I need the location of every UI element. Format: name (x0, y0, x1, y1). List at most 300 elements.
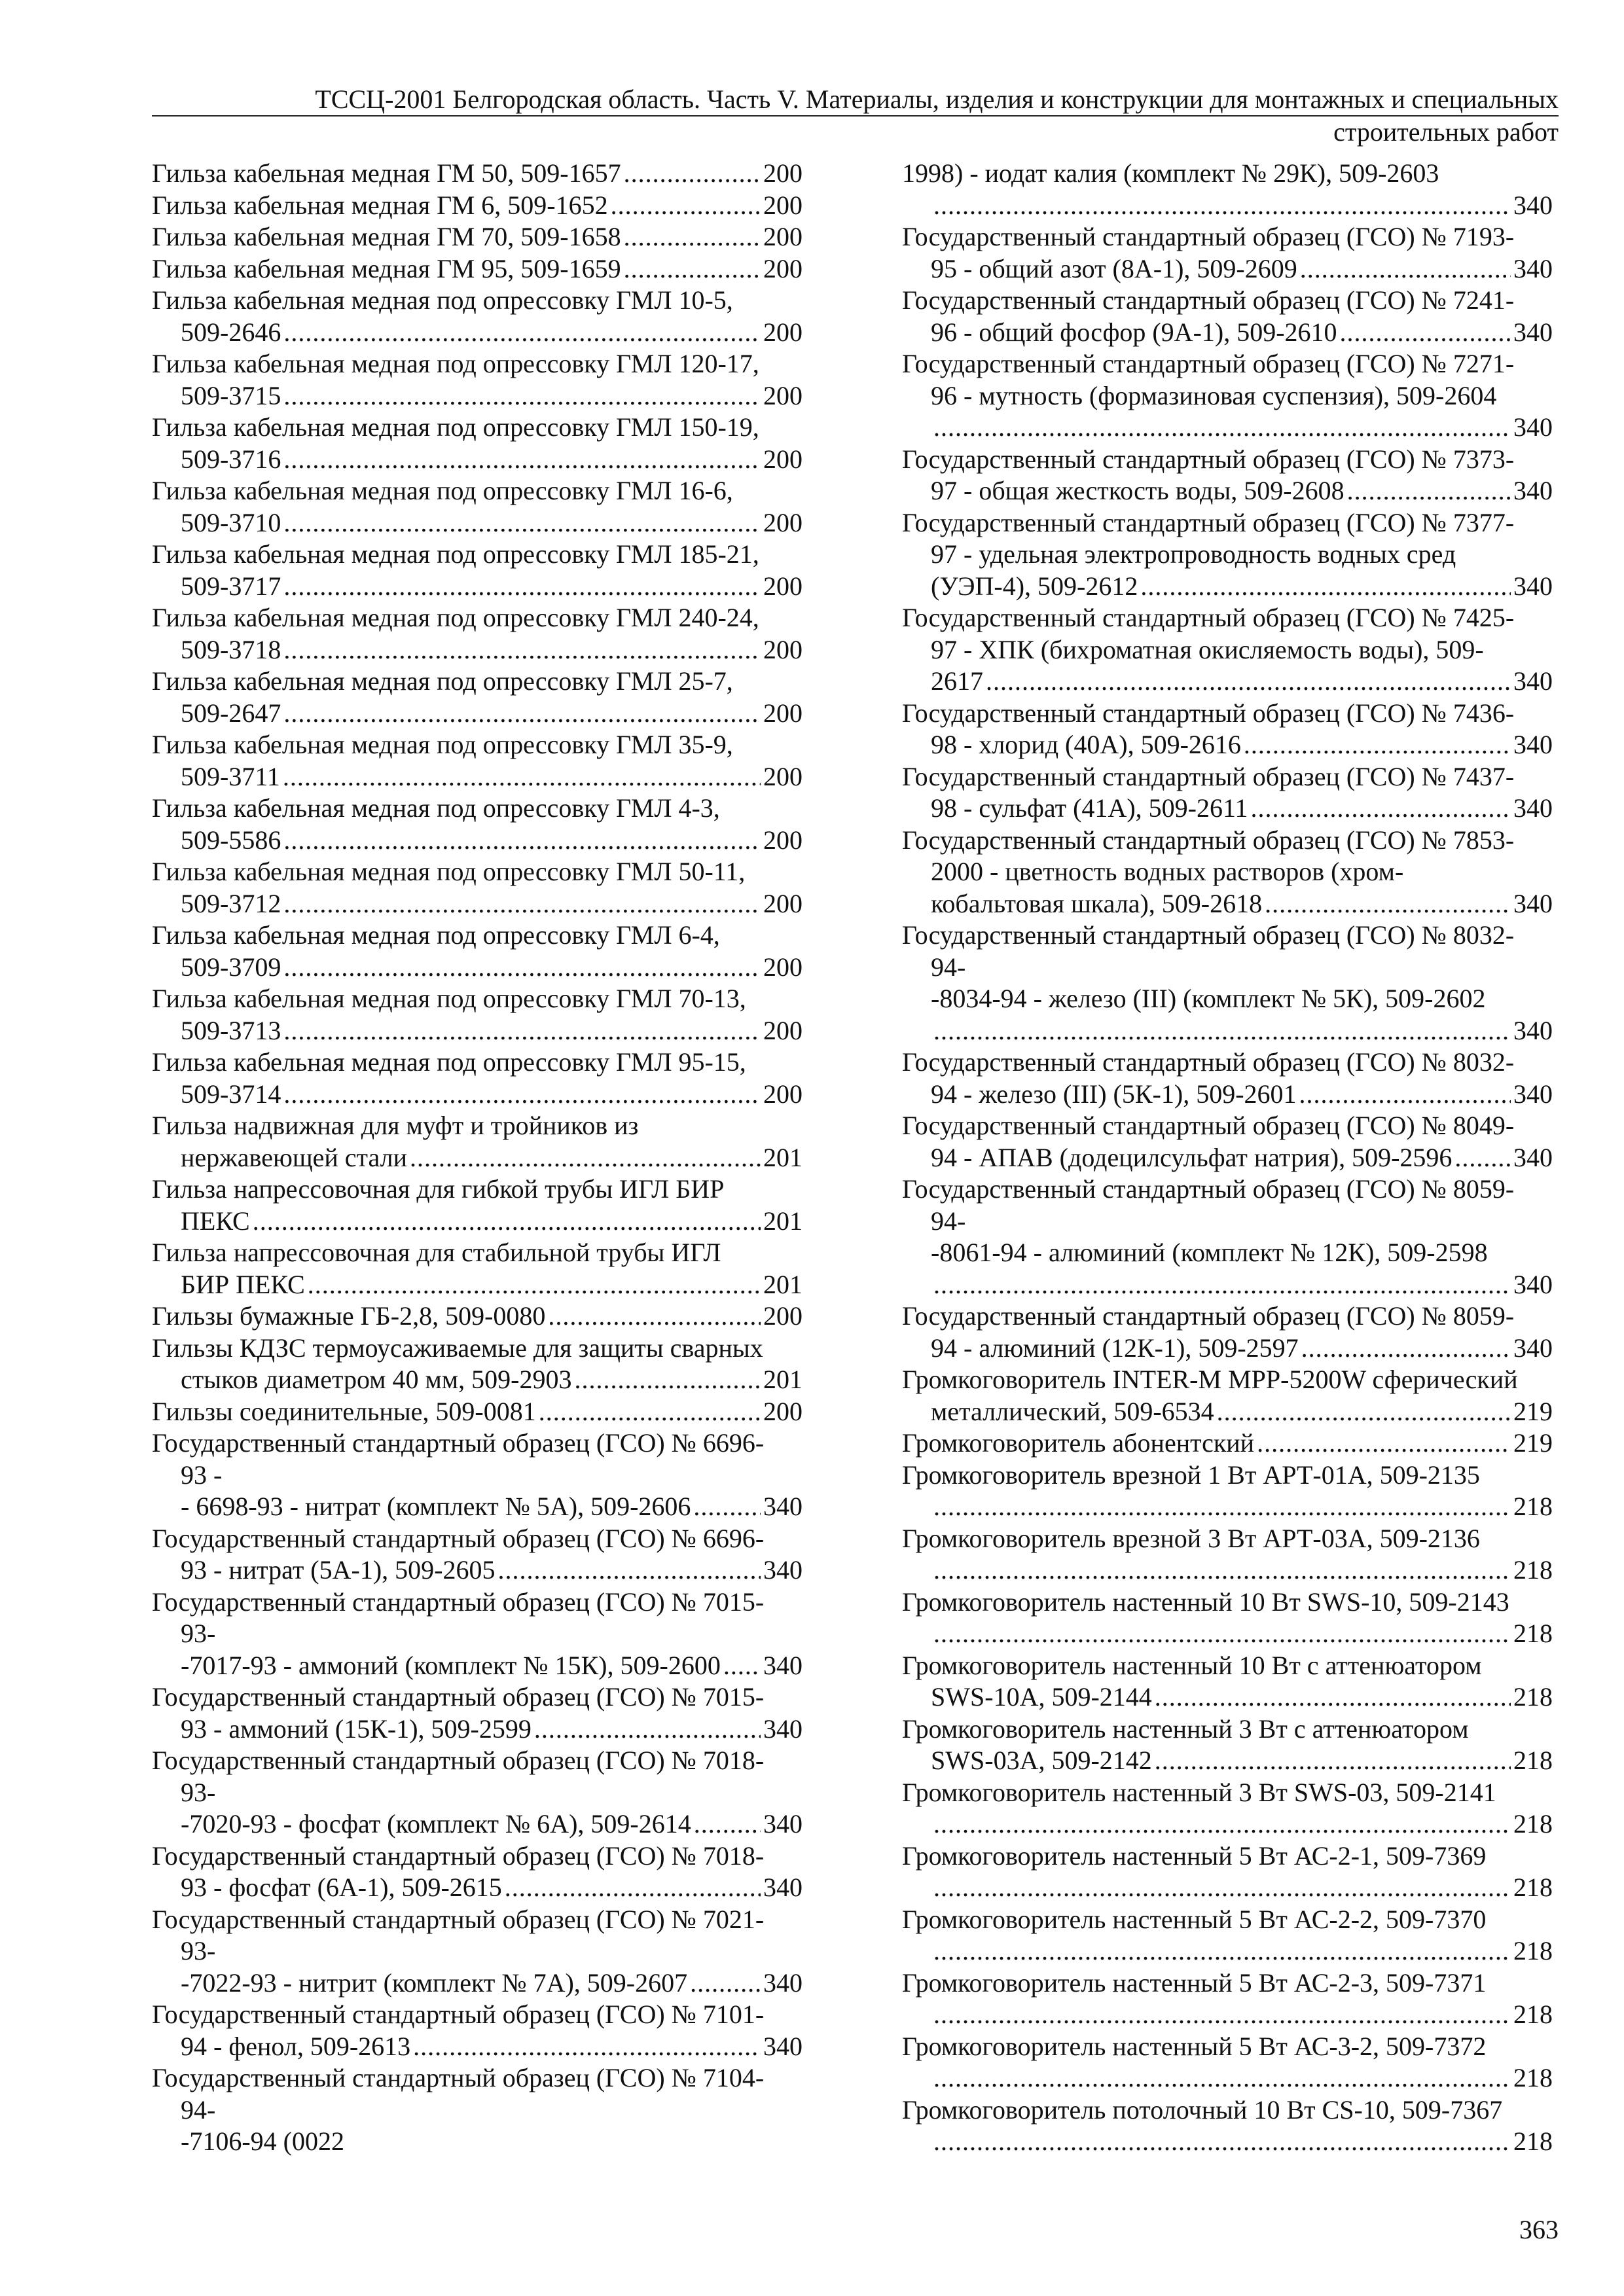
dot-leader (283, 888, 761, 920)
index-entry-page: 340 (1513, 888, 1553, 918)
index-entry-text: Гильза кабельная медная ГМ 70, 509-1658 (152, 222, 621, 251)
index-entry-text: 93 - аммоний (15К-1), 509-2599 (181, 1713, 532, 1744)
index-entry-text: Гильза кабельная медная ГМ 6, 509-1652 (152, 190, 608, 220)
index-entry-page: 218 (1513, 1809, 1553, 1839)
dot-leader (1340, 317, 1511, 349)
index-entry (902, 158, 1553, 221)
index-entry-text: 98 - хлорид (40А), 509-2616 (931, 730, 1241, 759)
dot-leader (413, 2031, 761, 2063)
dot-leader (283, 761, 761, 793)
index-entry-text: Государственный стандартный образец (ГСО) № 7436- (902, 698, 1515, 728)
index-entry-leader-row (902, 1872, 1553, 1904)
index-entry-text: -7020-93 - фосфат (комплект № 6А), 509-2614 (181, 1809, 691, 1839)
index-entry (152, 285, 803, 348)
index-entry-page: 340 (1513, 571, 1553, 601)
index-entry-leader-row (152, 825, 803, 857)
index-entry-page: 340 (1513, 1015, 1553, 1045)
index-entry-text: Государственный стандартный образец (ГСО) № 6696- (152, 1523, 765, 1553)
index-entry-leader-row (902, 253, 1553, 285)
index-entry-page: 340 (1513, 190, 1553, 220)
index-entry-text: Гильза напрессовочная для стабильной трубы ИГЛ (152, 1238, 721, 1267)
index-entry-leader-row (152, 1206, 803, 1238)
dot-leader (1299, 1079, 1511, 1111)
index-entry-text: Государственный стандартный образец (ГСО) № 7437- (902, 761, 1515, 791)
index-entry-leader-row (902, 190, 1553, 222)
index-entry-page: 340 (1513, 1333, 1553, 1363)
index-entry-text: Государственный стандартный образец (ГСО) № 7101- (152, 2000, 765, 2029)
index-entry-text: Гильза кабельная медная под опрессовку ГМЛ 25-7, (152, 666, 733, 696)
index-entry-leader-row (152, 952, 803, 984)
index-entry (152, 1745, 803, 1840)
index-entry-leader-row (902, 888, 1553, 920)
index-entry-text: Громкоговоритель настенный 5 Вт АС-3-2, 509-7372 (902, 2031, 1487, 2061)
index-entry-page: 340 (763, 1873, 803, 1902)
index-entry-text: Громкоговоритель врезной 3 Вт АРТ-03А, 509-2136 (902, 1523, 1480, 1553)
index-entry-text: 509-2646 (181, 317, 281, 347)
index-entry-text: Гильзы соединительные, 509-0081 (152, 1396, 536, 1426)
dot-leader (933, 1015, 1511, 1047)
index-entry-text: Государственный стандартный образец (ГСО) № 7104- (152, 2063, 765, 2092)
index-entry-text: 95 - общий азот (8А-1), 509-2609 (931, 253, 1297, 283)
index-entry-page: 218 (1513, 1936, 1553, 1965)
dot-leader (1347, 475, 1511, 507)
index-entry-text: Громкоговоритель потолочный 10 Вт CS-10, 509-7367 (902, 2094, 1503, 2125)
index-entry-text: Гильзы КДЗС термоусаживаемые для защиты сварных (152, 1333, 763, 1363)
dot-leader (1301, 1333, 1511, 1365)
index-entry-text: 96 - общий фосфор (9А-1), 509-2610 (931, 317, 1337, 347)
index-entry (152, 1427, 803, 1523)
index-entry-page: 340 (1513, 476, 1553, 505)
dot-leader (1257, 1427, 1511, 1460)
index-entry-text: 509-3711 (181, 761, 280, 791)
dot-leader (933, 1872, 1511, 1904)
index-entry-text: Громкоговоритель абонентский (902, 1428, 1255, 1458)
index-entry-leader-row (902, 1554, 1553, 1587)
index-entry-text: 509-3716 (181, 444, 281, 474)
dot-leader (283, 571, 761, 603)
index-entry (152, 602, 803, 666)
index-entry-page: 200 (763, 222, 803, 251)
dot-leader (548, 1300, 761, 1333)
index-entry (152, 1237, 803, 1300)
index-entry-leader-row (902, 1269, 1553, 1301)
index-entry-text: -7022-93 - нитрит (комплект № 7А), 509-2607 (181, 1967, 688, 1998)
index-entry-leader-row (902, 1681, 1553, 1713)
index-entry-text: 97 - удельная электропроводность водных сред (931, 539, 1456, 569)
index-entry-leader-row (152, 1364, 803, 1396)
dot-leader (933, 1554, 1511, 1587)
index-entry (902, 1427, 1553, 1460)
index-entry (152, 1396, 803, 1428)
index-entry-leader-row (902, 1079, 1553, 1111)
index-entry-page: 200 (763, 888, 803, 918)
index-entry-leader-row (152, 761, 803, 793)
index-entry-page: 340 (763, 1492, 803, 1521)
dot-leader (283, 317, 761, 349)
index-entry-text: -7017-93 - аммоний (комплект № 15К), 509-2600 (181, 1650, 721, 1680)
index-entry-leader-row (152, 1872, 803, 1904)
dot-leader (933, 1999, 1511, 2031)
index-entry-leader-row (902, 1142, 1553, 1174)
index-entry (152, 221, 803, 253)
dot-leader (283, 698, 761, 730)
index-entry-text: 509-5586 (181, 825, 281, 855)
index-entry (902, 761, 1553, 825)
dot-leader (1140, 571, 1511, 603)
dot-leader (624, 221, 761, 253)
index-entry-text: -8034-94 - железо (III) (комплект № 5К), 509-2602 (931, 984, 1486, 1013)
index-entry-leader-row (152, 1491, 803, 1523)
index-entry (152, 158, 803, 190)
index-entry (902, 1174, 1553, 1300)
dot-leader (611, 190, 761, 222)
dot-leader (1244, 729, 1511, 761)
index-entry (152, 856, 803, 920)
index-entry-leader-row (902, 1999, 1553, 2031)
dot-leader (1217, 1396, 1511, 1428)
index-entry-text: Громкоговоритель врезной 1 Вт АРТ-01А, 509-2135 (902, 1460, 1480, 1490)
index-entry (902, 1587, 1553, 1650)
index-entry-leader-row (152, 1554, 803, 1587)
dot-leader (283, 952, 761, 984)
index-entry (152, 348, 803, 412)
index-entry-text: 1998) - иодат калия (комплект № 29К), 509-2603 (902, 158, 1439, 188)
index-entry-text: Государственный стандартный образец (ГСО) № 8049- (902, 1111, 1515, 1140)
index-entry-leader-row (902, 2062, 1553, 2094)
index-entry-page: 340 (1513, 412, 1553, 442)
index-entry-text: 2617 (931, 666, 983, 696)
dot-leader (690, 1967, 761, 2000)
index-entry (152, 412, 803, 475)
index-entry-page: 200 (763, 317, 803, 347)
index-entry-page: 340 (1513, 1079, 1553, 1109)
index-entry-leader-row (902, 571, 1553, 603)
index-entry-page: 218 (1513, 1492, 1553, 1521)
dot-leader (1454, 1142, 1511, 1174)
index-entry-leader-row (152, 1142, 803, 1174)
index-entry-leader-row (152, 1808, 803, 1840)
index-entry-text: Гильза кабельная медная под опрессовку ГМЛ 95-15, (152, 1047, 746, 1077)
index-entry-text: 98 - сульфат (41А), 509-2611 (931, 793, 1248, 823)
index-entry (152, 1999, 803, 2062)
index-entry-text: Громкоговоритель INTER-M MPP-5200W сферический (902, 1365, 1518, 1394)
index-entry-text: 94- (181, 2094, 216, 2125)
index-entry (152, 1333, 803, 1396)
index-entry-leader-row (152, 1079, 803, 1111)
index-entry-text: Государственный стандартный образец (ГСО) № 7853- (902, 825, 1515, 855)
index-entry-page: 201 (763, 1365, 803, 1394)
index-entry-text: 94 - железо (III) (5К-1), 509-2601 (931, 1079, 1297, 1109)
index-entry-text: Гильза кабельная медная ГМ 50, 509-1657 (152, 158, 621, 188)
index-entry-page: 218 (1513, 2126, 1553, 2156)
dot-leader (497, 1554, 761, 1587)
index-entry-text: 93- (181, 1936, 216, 1965)
index-entry (152, 1174, 803, 1237)
index-entry-text: Государственный стандартный образец (ГСО) № 7373- (902, 444, 1515, 474)
index-entry-text: 509-3710 (181, 507, 281, 537)
index-entry-leader-row (152, 1967, 803, 2000)
index-entry-text: Громкоговоритель настенный 10 Вт с аттенюатором (902, 1650, 1482, 1680)
running-header-subtitle: строительных работ (1333, 117, 1559, 147)
index-entry-text: БИР ПЕКС (181, 1269, 305, 1299)
index-entry-page: 218 (1513, 2063, 1553, 2092)
index-entry-page: 218 (1513, 2000, 1553, 2029)
index-entry (902, 2094, 1553, 2158)
index-entry (152, 920, 803, 983)
index-entry-text: 96 - мутность (формазиновая суспензия), 509-2604 (931, 380, 1497, 410)
index-entry-page: 218 (1513, 1873, 1553, 1902)
index-entry-text: 509-3714 (181, 1079, 281, 1109)
index-entry-text: 509-3713 (181, 1015, 281, 1045)
index-entry-text: Государственный стандартный образец (ГСО) № 7377- (902, 507, 1515, 537)
dot-leader (283, 1015, 761, 1047)
index-entry-text: Гильза кабельная медная под опрессовку ГМЛ 35-9, (152, 730, 733, 759)
index-entry-text: 509-3718 (181, 634, 281, 664)
index-entry-text: Государственный стандартный образец (ГСО) № 7015- (152, 1682, 765, 1712)
index-entry (152, 729, 803, 793)
index-entry-page: 340 (1513, 253, 1553, 283)
index-entry (902, 1047, 1553, 1110)
index-entry-leader-row (902, 1333, 1553, 1365)
index-entry-text: 94 - АПАВ (додецилсульфат натрия), 509-2596 (931, 1142, 1453, 1172)
index-entry-leader-row (152, 1396, 803, 1428)
dot-leader (283, 380, 761, 412)
index-entry (902, 1110, 1553, 1174)
index-entry-page: 200 (763, 571, 803, 601)
index-entry (902, 444, 1553, 507)
dot-leader (694, 1808, 761, 1840)
index-entry-page: 340 (1513, 666, 1553, 696)
index-entry-text: 93 - нитрат (5А-1), 509-2605 (181, 1555, 496, 1585)
index-entry-leader-row (152, 190, 803, 222)
dot-leader (933, 1808, 1511, 1840)
index-entry-leader-row (902, 1491, 1553, 1523)
index-entry-page: 200 (763, 1015, 803, 1045)
index-entry-text: 509-3715 (181, 380, 281, 410)
index-entry-page: 219 (1513, 1396, 1553, 1426)
index-entry (152, 983, 803, 1047)
index-entry (152, 475, 803, 539)
index-entry (902, 221, 1553, 285)
dot-leader (986, 666, 1511, 698)
index-entry-text: 97 - ХПК (бихроматная окисляемость воды), 509- (931, 634, 1484, 664)
index-entry-leader-row (902, 475, 1553, 507)
index-entry-leader-row (152, 1015, 803, 1047)
index-entry-page: 340 (763, 1713, 803, 1744)
index-entry-text: Государственный стандартный образец (ГСО) № 7241- (902, 285, 1515, 315)
index-entry-text: Громкоговоритель настенный 5 Вт АС-2-1, 509-7369 (902, 1840, 1487, 1871)
index-entry-page: 218 (1513, 1555, 1553, 1585)
index-entry (152, 253, 803, 285)
index-entry-leader-row (902, 1745, 1553, 1777)
dot-leader (624, 253, 761, 285)
index-entry-text: -8061-94 - алюминий (комплект № 12К), 509-2598 (931, 1238, 1488, 1267)
index-entry (902, 1460, 1553, 1523)
index-entry (902, 698, 1553, 761)
index-entry-text: -7106-94 (0022 (181, 2126, 344, 2156)
index-entry-page: 340 (1513, 793, 1553, 823)
index-entry-page: 340 (763, 1650, 803, 1680)
index-entry-text: Государственный стандартный образец (ГСО) № 7271- (902, 349, 1515, 378)
index-entry-text: Громкоговоритель настенный 5 Вт АС-2-2, 509-7370 (902, 1904, 1487, 1934)
index-entry-leader-row (902, 729, 1553, 761)
index-entry-page: 340 (763, 1809, 803, 1839)
index-entry-leader-row (152, 888, 803, 920)
index-entry-text: Гильза кабельная медная под опрессовку ГМЛ 240-24, (152, 603, 759, 632)
index-entry-page: 201 (763, 1142, 803, 1172)
index-entry (902, 602, 1553, 698)
index-entry-text: Государственный стандартный образец (ГСО) № 7021- (152, 1904, 765, 1934)
dot-leader (1300, 253, 1511, 285)
dot-leader (505, 1872, 761, 1904)
index-entry-text: 2000 - цветность водных растворов (хром- (931, 857, 1404, 886)
index-entry-text: Государственный стандартный образец (ГСО) № 8032- (902, 920, 1515, 950)
index-entry-page: 340 (1513, 1269, 1553, 1299)
running-header (152, 84, 1559, 117)
dot-leader (308, 1269, 761, 1301)
index-entry-page: 218 (1513, 1682, 1553, 1712)
index-entry-text: Государственный стандартный образец (ГСО) № 7193- (902, 222, 1515, 251)
index-entry-text: Гильза кабельная медная под опрессовку ГМЛ 120-17, (152, 349, 759, 378)
index-entry (902, 1777, 1553, 1840)
index-entry (152, 1904, 803, 2000)
index-entry (902, 2031, 1553, 2094)
index-entry-text: 509-3709 (181, 952, 281, 982)
index-entry-page: 200 (763, 698, 803, 728)
index-entry-text: Гильза кабельная медная под опрессовку ГМЛ 50-11, (152, 857, 746, 886)
dot-leader (933, 1269, 1511, 1301)
index-column-right (902, 158, 1553, 2158)
index-entry-text: стыков диаметром 40 мм, 509-2903 (181, 1365, 572, 1394)
index-entry-text: нержавеющей стали (181, 1142, 407, 1172)
index-entry (152, 1300, 803, 1333)
index-entry-text: кобальтовая шкала), 509-2618 (931, 888, 1263, 918)
index-entry (902, 285, 1553, 348)
index-entry-text: 509-3717 (181, 571, 281, 601)
index-entry-text: Гильза напрессовочная для гибкой трубы ИГЛ БИР (152, 1174, 725, 1204)
index-entry-page: 200 (763, 380, 803, 410)
dot-leader (933, 1935, 1511, 1967)
index-entry (902, 348, 1553, 444)
index-entry-leader-row (152, 380, 803, 412)
dot-leader (624, 158, 761, 190)
dot-leader (410, 1142, 761, 1174)
index-entry (902, 825, 1553, 920)
running-header-title: ТССЦ-2001 Белгородская область. Часть V. Материалы, изделия и конструкции для монтажных и специальных (315, 84, 1559, 114)
index-entry-page: 200 (763, 761, 803, 791)
index-entry-text: 97 - общая жесткость воды, 509-2608 (931, 476, 1344, 505)
index-entry (902, 1967, 1553, 2031)
index-entry-leader-row (152, 317, 803, 349)
index-entry-text: Государственный стандартный образец (ГСО) № 7425- (902, 603, 1515, 632)
index-entry (902, 1300, 1553, 1364)
index-entry (152, 539, 803, 602)
index-entry (152, 1047, 803, 1110)
index-entry-text: Государственный стандартный образец (ГСО) № 8059- (902, 1174, 1515, 1204)
index-entry-page: 340 (763, 1967, 803, 1998)
index-entry-text: 93 - (181, 1460, 223, 1490)
dot-leader (1155, 1745, 1511, 1777)
dot-leader (539, 1396, 761, 1428)
index-entry (902, 1364, 1553, 1427)
index-entry (902, 1840, 1553, 1904)
index-entry-text: Гильза кабельная медная ГМ 95, 509-1659 (152, 253, 621, 283)
index-entry (152, 666, 803, 729)
index-entry (152, 1840, 803, 1904)
index-entry-page: 340 (1513, 1142, 1553, 1172)
index-entry-leader-row (902, 1935, 1553, 1967)
index-entry-page: 200 (763, 634, 803, 664)
dot-leader (253, 1206, 761, 1238)
index-entry-page: 201 (763, 1269, 803, 1299)
index-entry-leader-row (902, 1015, 1553, 1047)
index-entry-leader-row (152, 1269, 803, 1301)
dot-leader (1250, 793, 1511, 825)
dot-leader (574, 1364, 761, 1396)
index-entry-text: Гильзы бумажные ГБ-2,8, 509-0080 (152, 1301, 546, 1331)
index-entry-page: 200 (763, 952, 803, 982)
index-entry-page: 200 (763, 190, 803, 220)
index-entry-page: 340 (1513, 317, 1553, 347)
index-entry-leader-row (152, 221, 803, 253)
index-entry-leader-row (902, 2126, 1553, 2158)
index-entry-leader-row (902, 1808, 1553, 1840)
index-entry-leader-row (902, 666, 1553, 698)
index-entry-leader-row (902, 317, 1553, 349)
dot-leader (1265, 888, 1511, 920)
page-number: 363 (1519, 2215, 1559, 2244)
index-entry-text: Государственный стандартный образец (ГСО) № 8032- (902, 1047, 1515, 1077)
index-entry-page: 200 (763, 253, 803, 283)
index-entry-leader-row (902, 412, 1553, 444)
index-entry (902, 1713, 1553, 1777)
dot-leader (1155, 1681, 1511, 1713)
index-entry-text: Гильза кабельная медная под опрессовку ГМЛ 70-13, (152, 984, 746, 1013)
index-entry-leader-row (902, 1618, 1553, 1650)
index-entry-page: 200 (763, 1079, 803, 1109)
index-entry (902, 1523, 1553, 1587)
index-entry-page: 218 (1513, 1746, 1553, 1775)
index-entry-text: SWS-10A, 509-2144 (931, 1682, 1152, 1712)
index-entry-leader-row (152, 1300, 803, 1333)
index-entry-text: Государственный стандартный образец (ГСО) № 8059- (902, 1301, 1515, 1331)
dot-leader (933, 2126, 1511, 2158)
index-entry-page: 219 (1513, 1428, 1553, 1458)
index-entry-leader-row (152, 1713, 803, 1746)
index-entry-text: Гильза надвижная для муфт и тройников из (152, 1111, 639, 1140)
index-entry-text: Громкоговоритель настенный 5 Вт АС-2-3, 509-7371 (902, 1967, 1487, 1998)
index-entry-text: - 6698-93 - нитрат (комплект № 5А), 509-2606 (181, 1492, 691, 1521)
dot-leader (933, 412, 1511, 444)
index-entry-leader-row (902, 793, 1553, 825)
index-entry-text: металлический, 509-6534 (931, 1396, 1214, 1426)
index-entry-text: Государственный стандартный образец (ГСО) № 6696- (152, 1428, 765, 1458)
dot-leader (283, 507, 761, 539)
index-entry-text: SWS-03A, 509-2142 (931, 1746, 1152, 1775)
index-entry-page: 200 (763, 1301, 803, 1331)
index-entry-text: (УЭП-4), 509-2612 (931, 571, 1138, 601)
index-entry-leader-row (152, 444, 803, 476)
index-entry-page: 200 (763, 507, 803, 537)
dot-leader (723, 1650, 761, 1682)
index-entry-leader-row (152, 2031, 803, 2063)
index-entry-text: Государственный стандартный образец (ГСО) № 7015- (152, 1587, 765, 1617)
index-entry-text: 93 - фосфат (6А-1), 509-2615 (181, 1873, 502, 1902)
index-entry (902, 920, 1553, 1047)
dot-leader (283, 634, 761, 666)
index-entry-text: 509-2647 (181, 698, 281, 728)
index-entry-text: 94- (931, 952, 966, 982)
